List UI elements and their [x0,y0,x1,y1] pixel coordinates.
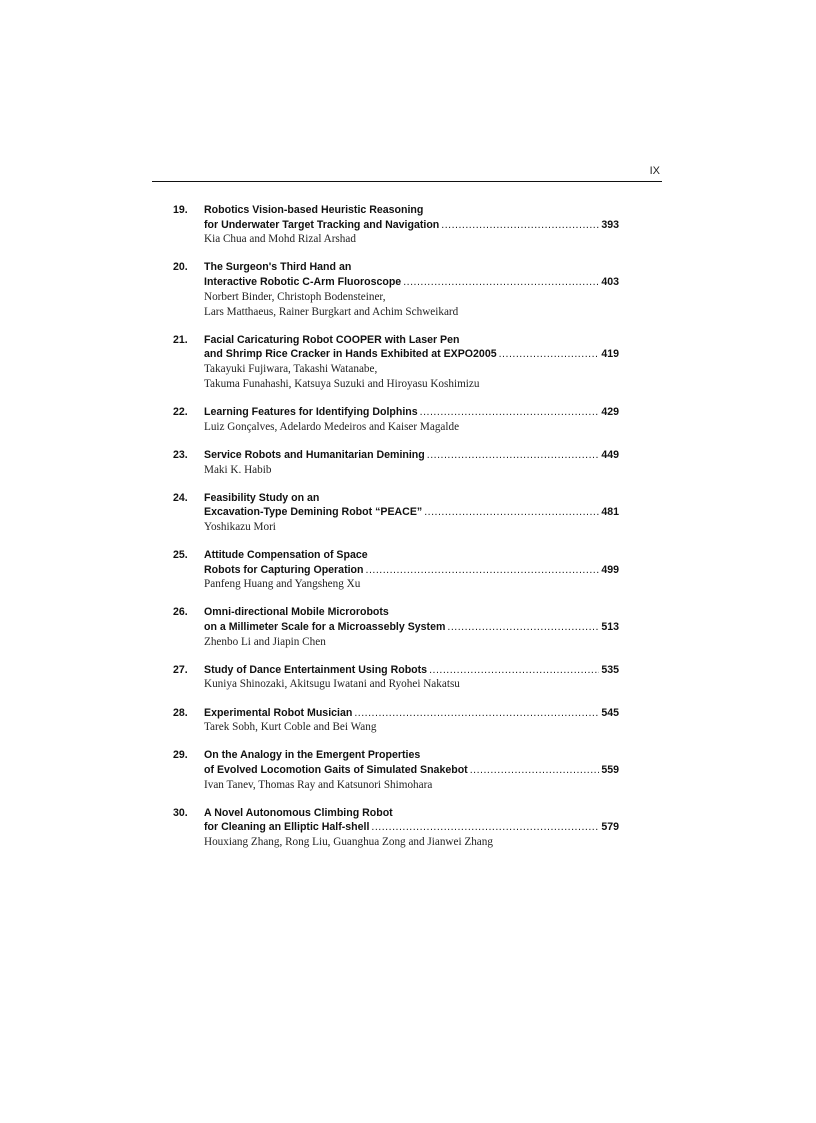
chapter-title-line: and Shrimp Rice Cracker in Hands Exhibited at EXPO2005 [204,348,497,361]
chapter-title-line: On the Analogy in the Emergent Properties [204,749,421,762]
chapter-authors: Ivan Tanev, Thomas Ray and Katsunori Shimohara [204,778,433,791]
chapter-page-number[interactable]: 579 [601,821,619,834]
chapter-title-line: Facial Caricaturing Robot COOPER with Laser Pen [204,333,460,346]
toc-entry[interactable] [173,605,619,649]
chapter-page-number[interactable]: 499 [601,563,619,576]
chapter-page-number[interactable]: 559 [601,763,619,776]
chapter-title-line: of Evolved Locomotion Gaits of Simulated Snakebot [204,763,468,776]
toc-entry[interactable] [173,333,619,392]
chapter-title-line: Omni-directional Mobile Microrobots [204,606,389,619]
dot-leader [427,448,600,463]
dot-leader [429,663,599,678]
dot-leader [424,505,599,520]
chapter-title-line: Attitude Compensation of Space [204,549,368,562]
dot-leader [441,218,599,233]
table-of-contents [173,203,619,863]
chapter-title-line: Interactive Robotic C-Arm Fluoroscope [204,275,402,288]
chapter-title-line: on a Millimeter Scale for a Microassebly System [204,621,446,634]
chapter-title-line: Service Robots and Humanitarian Demining [204,448,425,461]
chapter-page-number[interactable]: 419 [601,348,619,361]
chapter-title-line: for Underwater Target Tracking and Navigation [204,218,440,231]
chapter-title-row [204,663,619,678]
dot-leader [366,563,600,578]
chapter-authors: Houxiang Zhang, Rong Liu, Guanghua Zong and Jianwei Zhang [204,835,493,848]
chapter-authors: Lars Matthaeus, Rainer Burgkart and Achim Schweikard [204,305,459,318]
chapter-title-row [204,763,619,778]
chapter-title-row [204,347,619,362]
chapter-title-line: Excavation-Type Demining Robot “PEACE” [204,506,423,519]
chapter-authors: Norbert Binder, Christoph Bodensteiner, [204,290,386,303]
chapter-page-number[interactable]: 481 [601,506,619,519]
toc-entry[interactable] [173,706,619,736]
chapter-title-line: A Novel Autonomous Climbing Robot [204,806,393,819]
toc-entry[interactable] [173,806,619,850]
chapter-authors: Takayuki Fujiwara, Takashi Watanabe, [204,362,378,375]
toc-entry[interactable] [173,663,619,693]
chapter-number: 26. [173,606,188,619]
chapter-title-line: The Surgeon's Third Hand an [204,261,352,274]
chapter-authors: Maki K. Habib [204,463,272,476]
chapter-number: 20. [173,261,188,274]
chapter-title-line: Experimental Robot Musician [204,706,353,719]
chapter-number: 22. [173,406,188,419]
dot-leader [499,347,600,362]
chapter-page-number[interactable]: 403 [601,275,619,288]
dot-leader [371,820,599,835]
chapter-title-row [204,405,619,420]
dot-leader [403,275,599,290]
chapter-title-row [204,275,619,290]
chapter-page-number[interactable]: 513 [601,621,619,634]
chapter-page-number[interactable]: 393 [601,218,619,231]
chapter-title-row [204,620,619,635]
chapter-title-line: Study of Dance Entertainment Using Robots [204,663,428,676]
chapter-title-row [204,505,619,520]
header-rule [152,181,662,182]
chapter-authors: Panfeng Huang and Yangsheng Xu [204,578,361,591]
chapter-number: 23. [173,448,188,461]
chapter-title-line: Robots for Capturing Operation [204,563,364,576]
chapter-authors: Kuniya Shinozaki, Akitsugu Iwatani and Ryohei Nakatsu [204,678,460,691]
chapter-authors: Tarek Sobh, Kurt Coble and Bei Wang [204,721,377,734]
dot-leader [470,763,600,778]
chapter-title-line: Robotics Vision-based Heuristic Reasoning [204,204,424,216]
chapter-title-row [204,820,619,835]
chapter-title-line: Feasibility Study on an [204,491,320,504]
chapter-number: 21. [173,333,188,346]
chapter-authors: Zhenbo Li and Jiapin Chen [204,635,326,648]
page-number: IX [649,165,660,177]
toc-entry[interactable] [173,491,619,535]
dot-leader [420,405,600,420]
chapter-title-row [204,448,619,463]
toc-entry[interactable] [173,260,619,319]
toc-entry[interactable] [173,748,619,792]
toc-entry[interactable] [173,203,619,247]
chapter-number: 29. [173,749,188,762]
chapter-page-number[interactable]: 545 [601,706,619,719]
chapter-title-row [204,563,619,578]
toc-entry[interactable] [173,548,619,592]
chapter-page-number[interactable]: 449 [601,448,619,461]
chapter-title-line: for Cleaning an Elliptic Half-shell [204,821,370,834]
toc-entry[interactable] [173,405,619,435]
chapter-number: 19. [173,204,188,216]
chapter-title-row [204,706,619,721]
chapter-number: 28. [173,706,188,719]
chapter-page-number[interactable]: 429 [601,406,619,419]
chapter-authors: Luiz Gonçalves, Adelardo Medeiros and Kaiser Magalde [204,420,460,433]
toc-entry[interactable] [173,448,619,478]
chapter-authors: Takuma Funahashi, Katsuya Suzuki and Hiroyasu Koshimizu [204,377,480,390]
chapter-number: 25. [173,549,188,562]
chapter-authors: Kia Chua and Mohd Rizal Arshad [204,233,356,246]
chapter-title-line: Learning Features for Identifying Dolphins [204,406,418,419]
chapter-number: 27. [173,663,188,676]
chapter-number: 24. [173,491,188,504]
chapter-authors: Yoshikazu Mori [204,520,276,533]
dot-leader [447,620,599,635]
dot-leader [354,706,599,721]
chapter-number: 30. [173,806,188,819]
chapter-title-row [204,218,619,233]
chapter-page-number[interactable]: 535 [601,663,619,676]
